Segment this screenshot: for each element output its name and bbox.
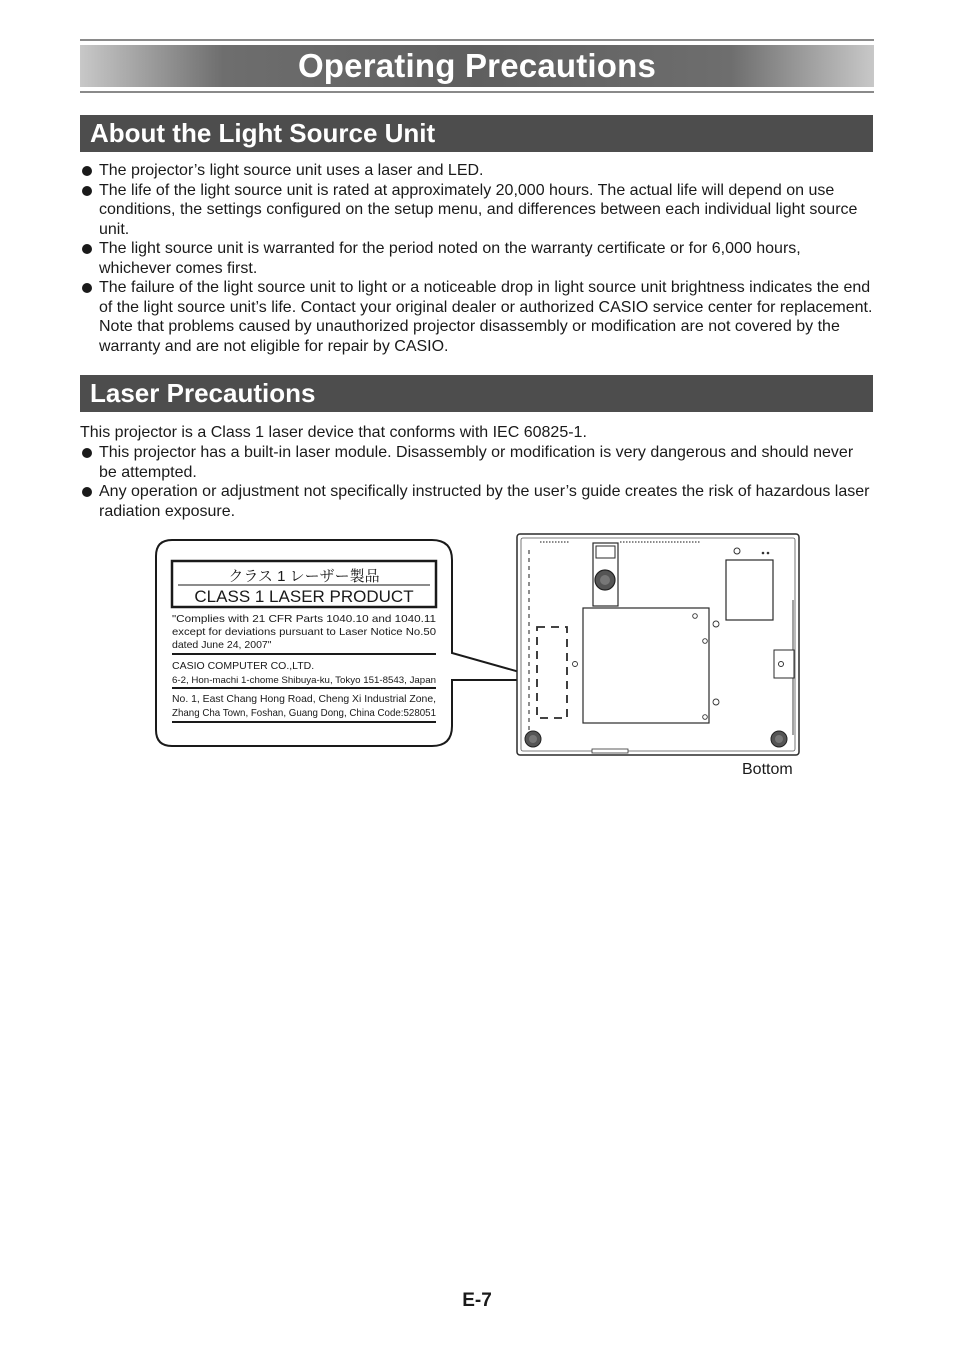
- label-company: CASIO COMPUTER CO.,LTD.: [172, 660, 315, 672]
- section-heading-text: About the Light Source Unit: [90, 118, 436, 148]
- bullet-icon: [82, 166, 92, 176]
- laser-label-figure: [150, 530, 810, 765]
- label-factory-line1: No. 1, East Chang Hong Road, Cheng Xi Industrial Zone,: [172, 693, 436, 705]
- figure-caption: Bottom: [742, 761, 793, 778]
- laser-bullet-list: [80, 443, 875, 521]
- label-complies-line2: except for deviations pursuant to Laser Notice No.50: [172, 626, 437, 638]
- list-item: [80, 181, 875, 240]
- page-title-bar: [80, 39, 874, 93]
- bullet-icon: [82, 487, 92, 497]
- label-factory-line2: Zhang Cha Town, Foshan, Guang Dong, China Code:528051: [172, 707, 437, 719]
- list-item: [80, 161, 875, 181]
- list-item-text: The failure of the light source unit to light or a noticeable drop in light source unit brightness indicates the end of the light source unit’s life. Contact your original dealer or authorized CASIO service center for replacement. Note that problems caused by unauthorized projector disassembly or modification are not covered by the warranty and are not eligible for repair by CASIO.: [99, 279, 873, 355]
- laser-intro-text: This projector is a Class 1 laser device that conforms with IEC 60825-1.: [80, 424, 587, 441]
- projector-bottom-illustration: [517, 534, 799, 755]
- bullet-icon: [82, 244, 92, 254]
- label-en-class: CLASS 1 LASER PRODUCT: [194, 587, 414, 606]
- list-item-text: The light source unit is warranted for the period noted on the warranty certificate or for 6,000 hours, whichever comes first.: [99, 240, 801, 277]
- bullet-icon: [82, 186, 92, 196]
- list-item: [80, 239, 875, 278]
- label-complies-line1: "Complies with 21 CFR Parts 1040.10 and 1040.11: [172, 613, 437, 625]
- list-item-text: The life of the light source unit is rated at approximately 20,000 hours. The actual life will depend on use conditions, the settings configured on the setup menu, and differences between each individual light source unit.: [99, 181, 858, 238]
- list-item-text: The projector’s light source unit uses a laser and LED.: [99, 162, 484, 179]
- list-item: [80, 443, 875, 482]
- list-item: [80, 482, 875, 521]
- label-address: 6-2, Hon-machi 1-chome Shibuya-ku, Tokyo 151-8543, Japan: [172, 675, 436, 686]
- list-item-text: Any operation or adjustment not specifically instructed by the user’s guide creates the risk of hazardous laser radiation exposure.: [99, 483, 870, 520]
- bullet-icon: [82, 283, 92, 293]
- list-item-text: This projector has a built-in laser module. Disassembly or modification is very dangerous and should never be attempted.: [99, 444, 854, 481]
- page-title-band: [80, 45, 874, 87]
- label-complies-line3: dated June 24, 2007": [172, 639, 272, 651]
- page-number: E-7: [462, 1290, 492, 1311]
- section-heading-laser: [80, 375, 873, 412]
- bullet-icon: [82, 448, 92, 458]
- light-source-bullet-list: [80, 161, 875, 356]
- section-heading-text: Laser Precautions: [90, 378, 316, 408]
- page-title: Operating Precautions: [297, 47, 657, 84]
- list-item: [80, 278, 875, 356]
- label-jp-class: クラス 1 レーザー製品: [228, 568, 380, 585]
- section-heading-light-source: [80, 115, 873, 152]
